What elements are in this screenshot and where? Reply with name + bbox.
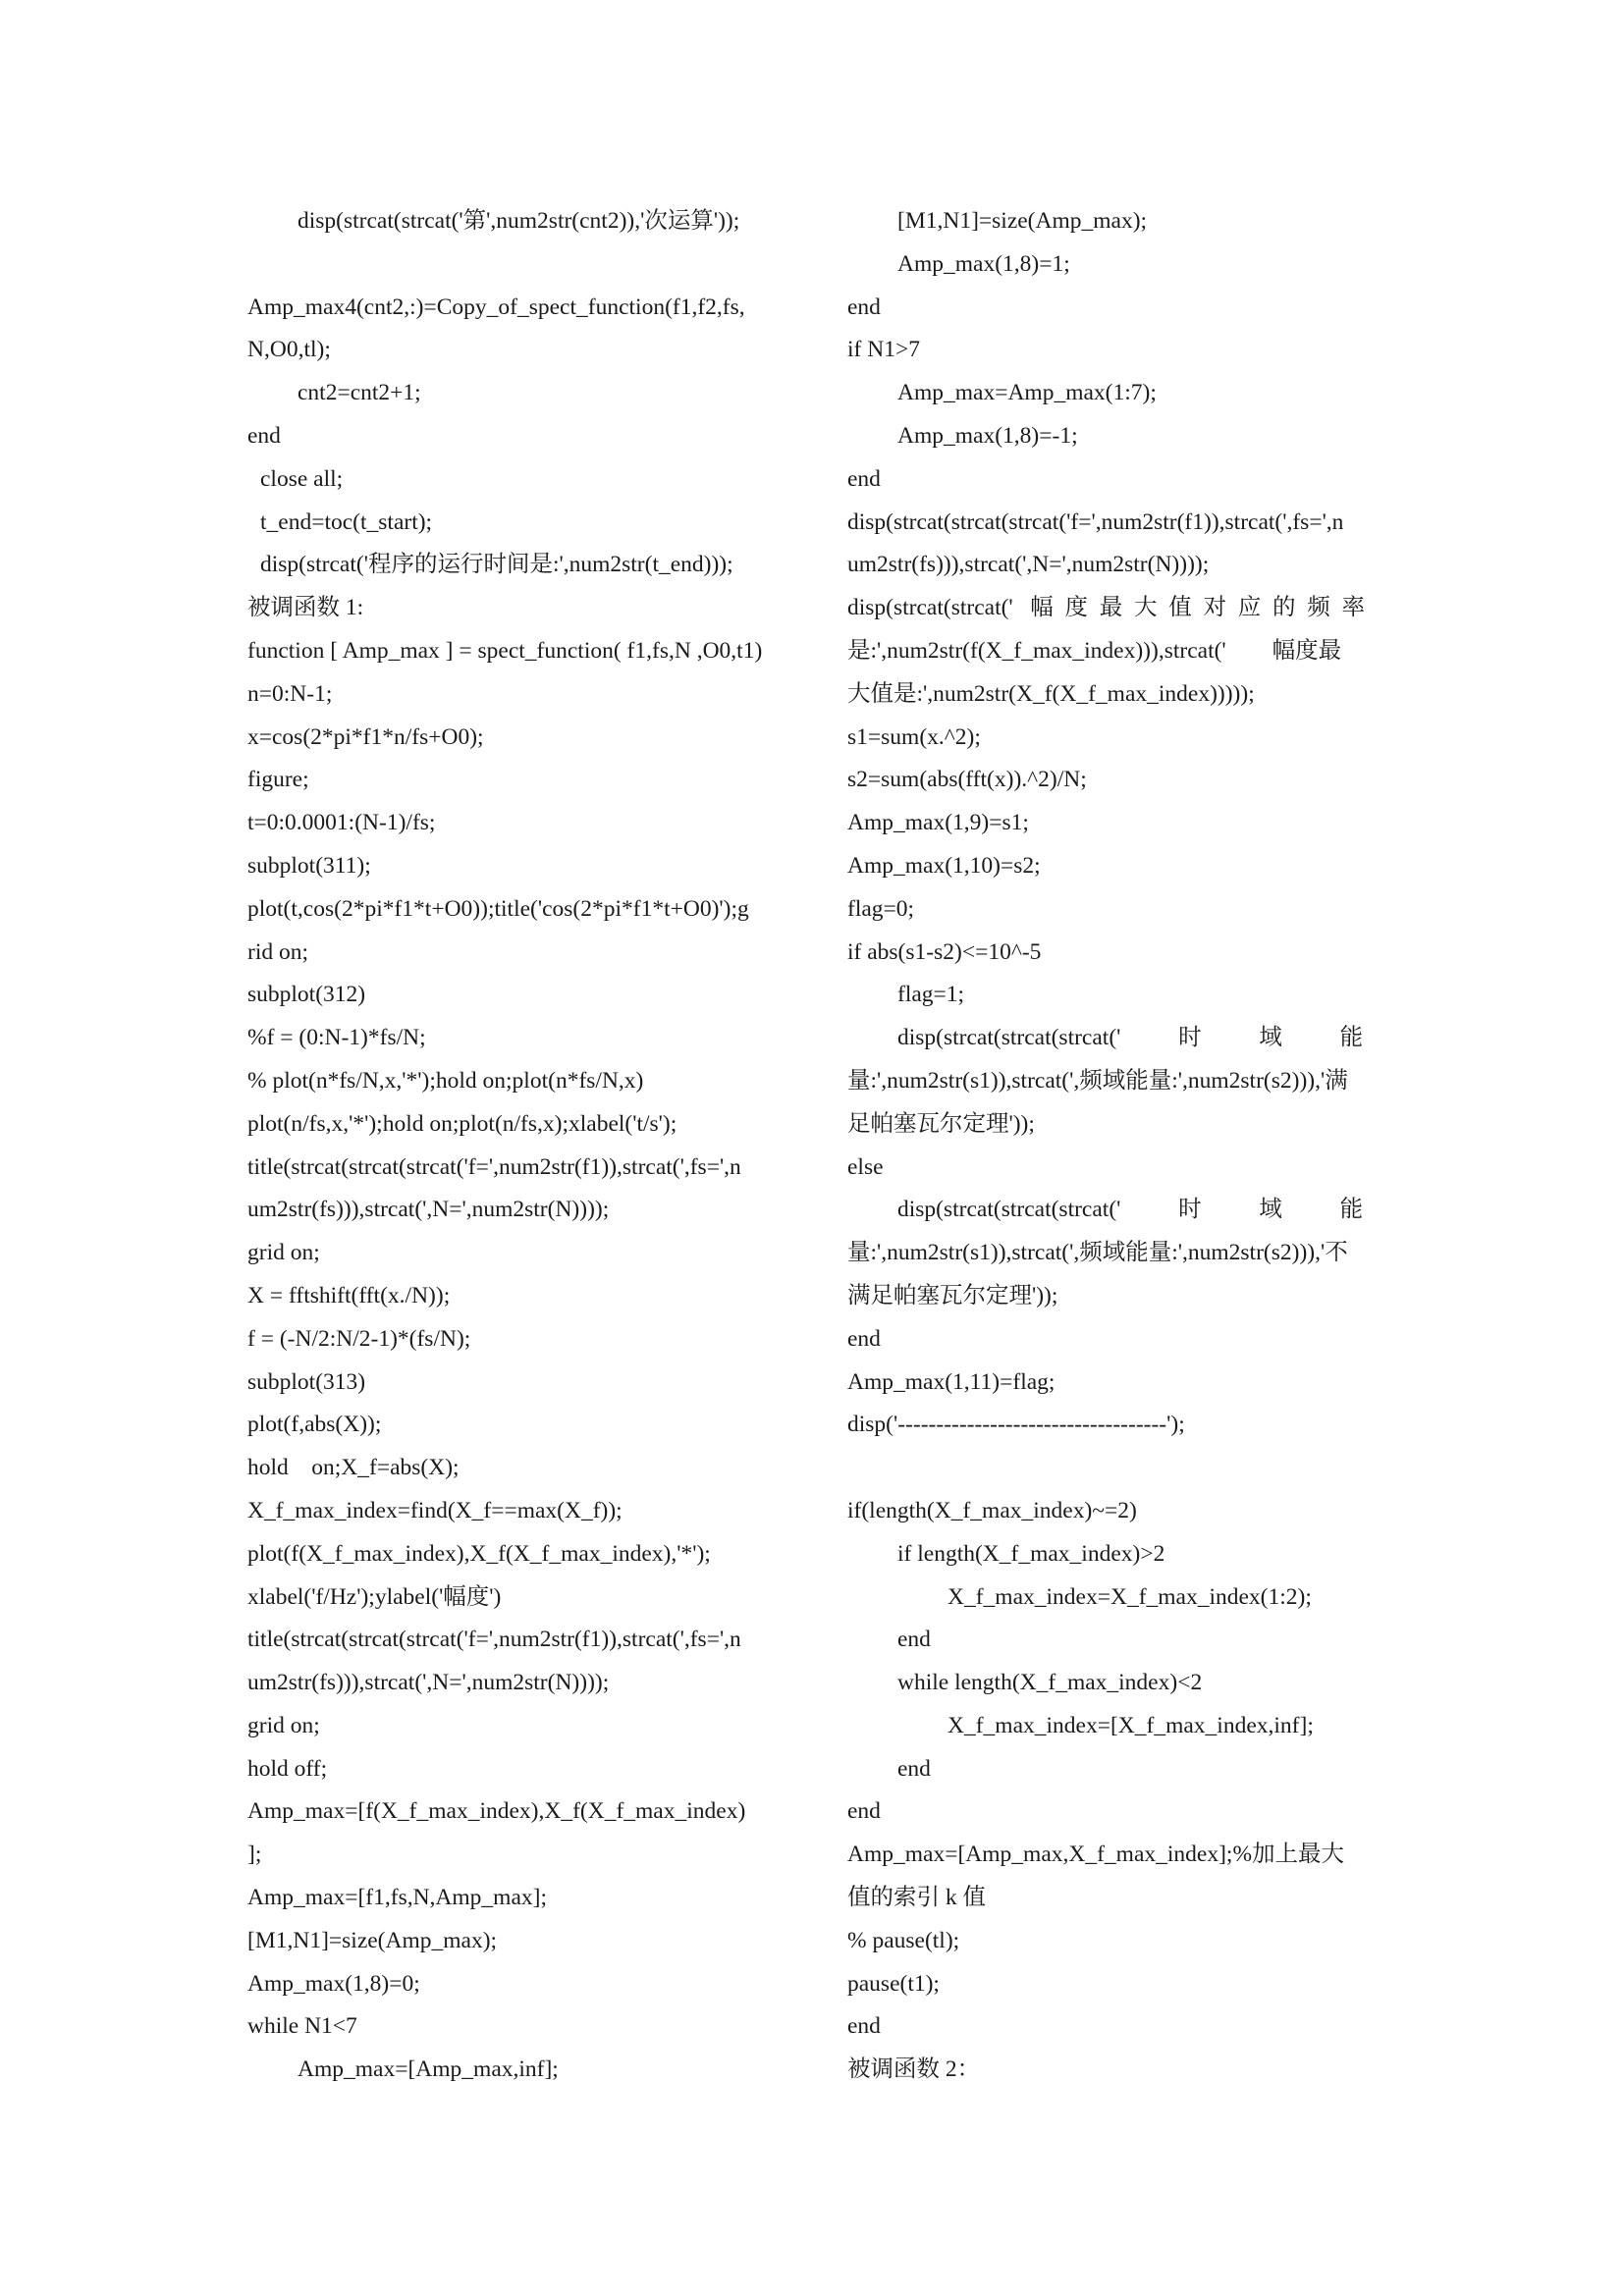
code-line: end xyxy=(897,1755,931,1782)
code-line: um2str(fs))),strcat(',N=',num2str(N)))); xyxy=(247,1670,610,1696)
code-line: if(length(X_f_max_index)~=2) xyxy=(847,1497,1137,1523)
code-line: % pause(tl); xyxy=(847,1927,960,1953)
code-line: N,O0,tl); xyxy=(247,337,331,363)
code-line: grid on; xyxy=(247,1240,320,1266)
code-line: hold on;X_f=abs(X); xyxy=(247,1455,460,1481)
code-line: disp(strcat(strcat('第',num2str(cnt2)),'次运算')); xyxy=(298,208,740,234)
code-line: [M1,N1]=size(Amp_max); xyxy=(897,208,1148,234)
code-line: end xyxy=(847,2013,881,2040)
code-line: plot(n/fs,x,'*');hold on;plot(n/fs,x);xlabel('t/s'); xyxy=(247,1110,677,1137)
code-line: f = (-N/2:N/2-1)*(fs/N); xyxy=(247,1325,471,1352)
code-line: while length(X_f_max_index)<2 xyxy=(897,1670,1203,1696)
code-line: t=0:0.0001:(N-1)/fs; xyxy=(247,810,436,836)
code-line: end xyxy=(847,465,881,492)
code-line: plot(t,cos(2*pi*f1*t+O0));title('cos(2*pi*f1*t+O0)');g xyxy=(247,895,749,922)
code-line: Amp_max(1,11)=flag; xyxy=(847,1368,1056,1395)
code-line: Amp_max=[Amp_max,X_f_max_index];%加上最大 xyxy=(847,1842,1345,1868)
code-column-right xyxy=(847,200,1397,2092)
code-line: grid on; xyxy=(247,1712,320,1738)
code-line: 量:',num2str(s1)),strcat(',频域能量:',num2str(s2))),'不 xyxy=(847,1240,1348,1266)
code-line: flag=1; xyxy=(897,982,965,1008)
code-line: close all; xyxy=(260,465,344,492)
code-line: n=0:N-1; xyxy=(247,680,333,707)
code-line xyxy=(247,243,797,287)
code-line: subplot(312) xyxy=(247,982,366,1008)
code-line: pause(t1); xyxy=(847,1970,940,1997)
code-line: Amp_max(1,9)=s1; xyxy=(847,810,1029,836)
code-line: hold off; xyxy=(247,1755,328,1782)
code-line: Amp_max(1,8)=-1; xyxy=(897,422,1078,449)
code-line: xlabel('f/Hz');ylabel('幅度') xyxy=(247,1583,502,1610)
code-line: title(strcat(strcat(strcat('f=',num2str(f1)),strcat(',fs=',n xyxy=(247,1153,741,1180)
code-line: flag=0; xyxy=(847,895,915,922)
code-line: if N1>7 xyxy=(847,337,920,363)
code-line: Amp_max=Amp_max(1:7); xyxy=(897,380,1157,406)
code-line: title(strcat(strcat(strcat('f=',num2str(f1)),strcat(',fs=',n xyxy=(247,1627,741,1653)
code-line: 足帕塞瓦尔定理')); xyxy=(847,1110,1035,1137)
code-line: if abs(s1-s2)<=10^-5 xyxy=(847,938,1042,965)
code-line: X = fftshift(fft(x./N)); xyxy=(247,1282,451,1308)
code-line: X_f_max_index=find(X_f==max(X_f)); xyxy=(247,1497,623,1523)
code-line: subplot(313) xyxy=(247,1368,366,1395)
code-line: [M1,N1]=size(Amp_max); xyxy=(247,1927,498,1953)
code-line: end xyxy=(247,422,281,449)
code-line: s1=sum(x.^2); xyxy=(847,723,981,750)
code-line: disp(strcat(strcat(strcat('f=',num2str(f1)),strcat(',fs=',n xyxy=(847,508,1344,535)
code-line: 被调函数 2： xyxy=(847,2056,981,2083)
code-line: X_f_max_index=[X_f_max_index,inf]; xyxy=(947,1712,1314,1738)
code-line: x=cos(2*pi*f1*n/fs+O0); xyxy=(247,723,484,750)
code-line: disp(strcat('程序的运行时间是:',num2str(t_end))); xyxy=(260,552,733,578)
code-line: um2str(fs))),strcat(',N=',num2str(N)))); xyxy=(247,1197,610,1223)
code-line: Amp_max(1,8)=0; xyxy=(247,1970,420,1997)
code-line: %f = (0:N-1)*fs/N; xyxy=(247,1025,426,1051)
code-line: function [ Amp_max ] = spect_function( f1,fs,N ,O0,t1) xyxy=(247,637,763,664)
code-line: 是:',num2str(f(X_f_max_index))),strcat(' 幅度最 xyxy=(847,637,1342,664)
code-column-left xyxy=(247,200,797,2092)
code-line xyxy=(847,1447,1397,1490)
code-line: else xyxy=(847,1153,884,1180)
code-line: ]; xyxy=(247,1842,262,1868)
code-line: figure; xyxy=(247,767,309,793)
code-line: Amp_max4(cnt2,:)=Copy_of_spect_function(f1,f2,fs, xyxy=(247,294,745,320)
code-line: 量:',num2str(s1)),strcat(',频域能量:',num2str(s2))),'满 xyxy=(847,1067,1348,1094)
code-line: % plot(n*fs/N,x,'*');hold on;plot(n*fs/N,x) xyxy=(247,1067,644,1094)
code-line: disp('-----------------------------------'); xyxy=(847,1412,1185,1438)
code-line: end xyxy=(847,1798,881,1825)
code-line: end xyxy=(847,1325,881,1352)
code-line: plot(f(X_f_max_index),X_f(X_f_max_index),'*'); xyxy=(247,1540,711,1567)
code-line: Amp_max=[f1,fs,N,Amp_max]; xyxy=(247,1885,547,1911)
code-line: um2str(fs))),strcat(',N=',num2str(N)))); xyxy=(847,552,1210,578)
code-line: 大值是:',num2str(X_f(X_f_max_index))))); xyxy=(847,680,1255,707)
code-line: end xyxy=(897,1627,931,1653)
code-line: subplot(311); xyxy=(247,852,371,879)
code-line: X_f_max_index=X_f_max_index(1:2); xyxy=(947,1583,1312,1610)
code-line: Amp_max=[Amp_max,inf]; xyxy=(298,2056,559,2083)
code-line: disp(strcat(strcat(strcat(' 时 域 能 xyxy=(897,1025,1364,1051)
code-line: plot(f,abs(X)); xyxy=(247,1412,382,1438)
code-line: disp(strcat(strcat(strcat(' 时 域 能 xyxy=(897,1197,1364,1223)
code-line: end xyxy=(847,294,881,320)
code-line: s2=sum(abs(fft(x)).^2)/N; xyxy=(847,767,1087,793)
code-line: 被调函数 1: xyxy=(247,595,364,621)
code-line: if length(X_f_max_index)>2 xyxy=(897,1540,1165,1567)
code-line: disp(strcat(strcat(' 幅 度 最 大 值 对 应 的 频 率 xyxy=(847,595,1366,621)
code-line: Amp_max(1,8)=1; xyxy=(897,250,1070,277)
code-line: 值的索引 k 值 xyxy=(847,1885,986,1911)
code-line: while N1<7 xyxy=(247,2013,357,2040)
code-line: cnt2=cnt2+1; xyxy=(298,380,421,406)
code-line: rid on; xyxy=(247,938,309,965)
code-line: t_end=toc(t_start); xyxy=(260,508,433,535)
code-line: 满足帕塞瓦尔定理')); xyxy=(847,1282,1058,1308)
code-line: Amp_max(1,10)=s2; xyxy=(847,852,1041,879)
code-line: Amp_max=[f(X_f_max_index),X_f(X_f_max_index) xyxy=(247,1798,746,1825)
